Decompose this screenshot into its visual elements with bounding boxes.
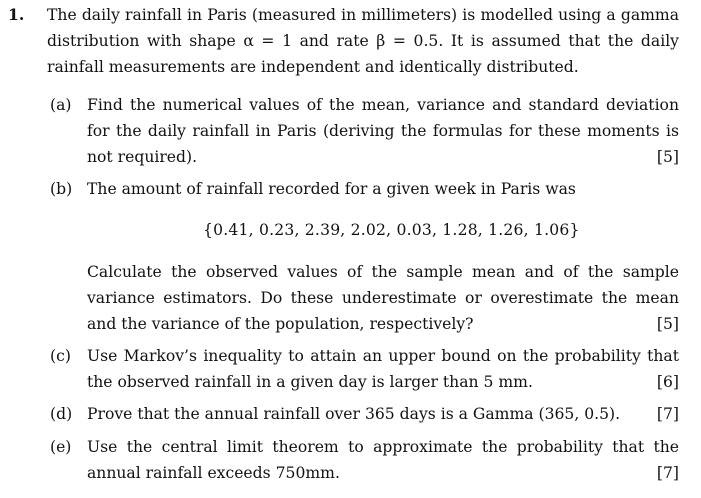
part-c-text: Use Markov’s inequality to attain an upper bound on the probability that the observed rainfall in a given day is larger than 5 mm. bbox=[87, 347, 679, 391]
part-c-marks: [6] bbox=[656, 373, 679, 391]
part-c-label: (c) bbox=[50, 347, 71, 365]
part-e-label: (e) bbox=[50, 438, 72, 456]
part-a-marks: [5] bbox=[656, 148, 679, 166]
rainfall-sample-set: {0.41, 0.23, 2.39, 2.02, 0.03, 1.28, 1.26, 1.06} bbox=[203, 221, 580, 239]
part-a-label: (a) bbox=[50, 96, 72, 114]
part-b bbox=[50, 176, 679, 202]
part-d bbox=[50, 401, 679, 427]
part-a bbox=[50, 92, 679, 170]
part-b-continued bbox=[50, 259, 679, 337]
part-d-marks: [7] bbox=[656, 405, 679, 423]
part-d-label: (d) bbox=[50, 405, 73, 423]
part-a-text: Find the numerical values of the mean, variance and standard deviation for the daily rainfall in Paris (deriving the formulas for these moments is not required). bbox=[87, 96, 679, 166]
part-b-text: The amount of rainfall recorded for a given week in Paris was bbox=[87, 180, 576, 198]
part-d-text: Prove that the annual rainfall over 365 days is a Gamma (365, 0.5). bbox=[87, 405, 621, 423]
part-b-marks: [5] bbox=[656, 315, 679, 333]
part-e bbox=[50, 434, 679, 486]
part-b-text2: Calculate the observed values of the sample mean and of the sample variance estimators. Do these underestimate or overestimate the mean and the variance of the population, respectively? bbox=[87, 263, 679, 333]
question-intro: The daily rainfall in Paris (measured in millimeters) is modelled using a gamma distribution with shape α = 1 and rate β = 0.5. It is assumed that the daily rainfall measurements are independent and identically distributed. bbox=[47, 6, 679, 76]
part-c bbox=[50, 343, 679, 395]
part-e-text: Use the central limit theorem to approximate the probability that the annual rainfall exceeds 750mm. bbox=[87, 438, 679, 482]
part-e-marks: [7] bbox=[656, 464, 679, 482]
question-number: 1. bbox=[8, 5, 25, 24]
part-b-label: (b) bbox=[50, 180, 73, 198]
